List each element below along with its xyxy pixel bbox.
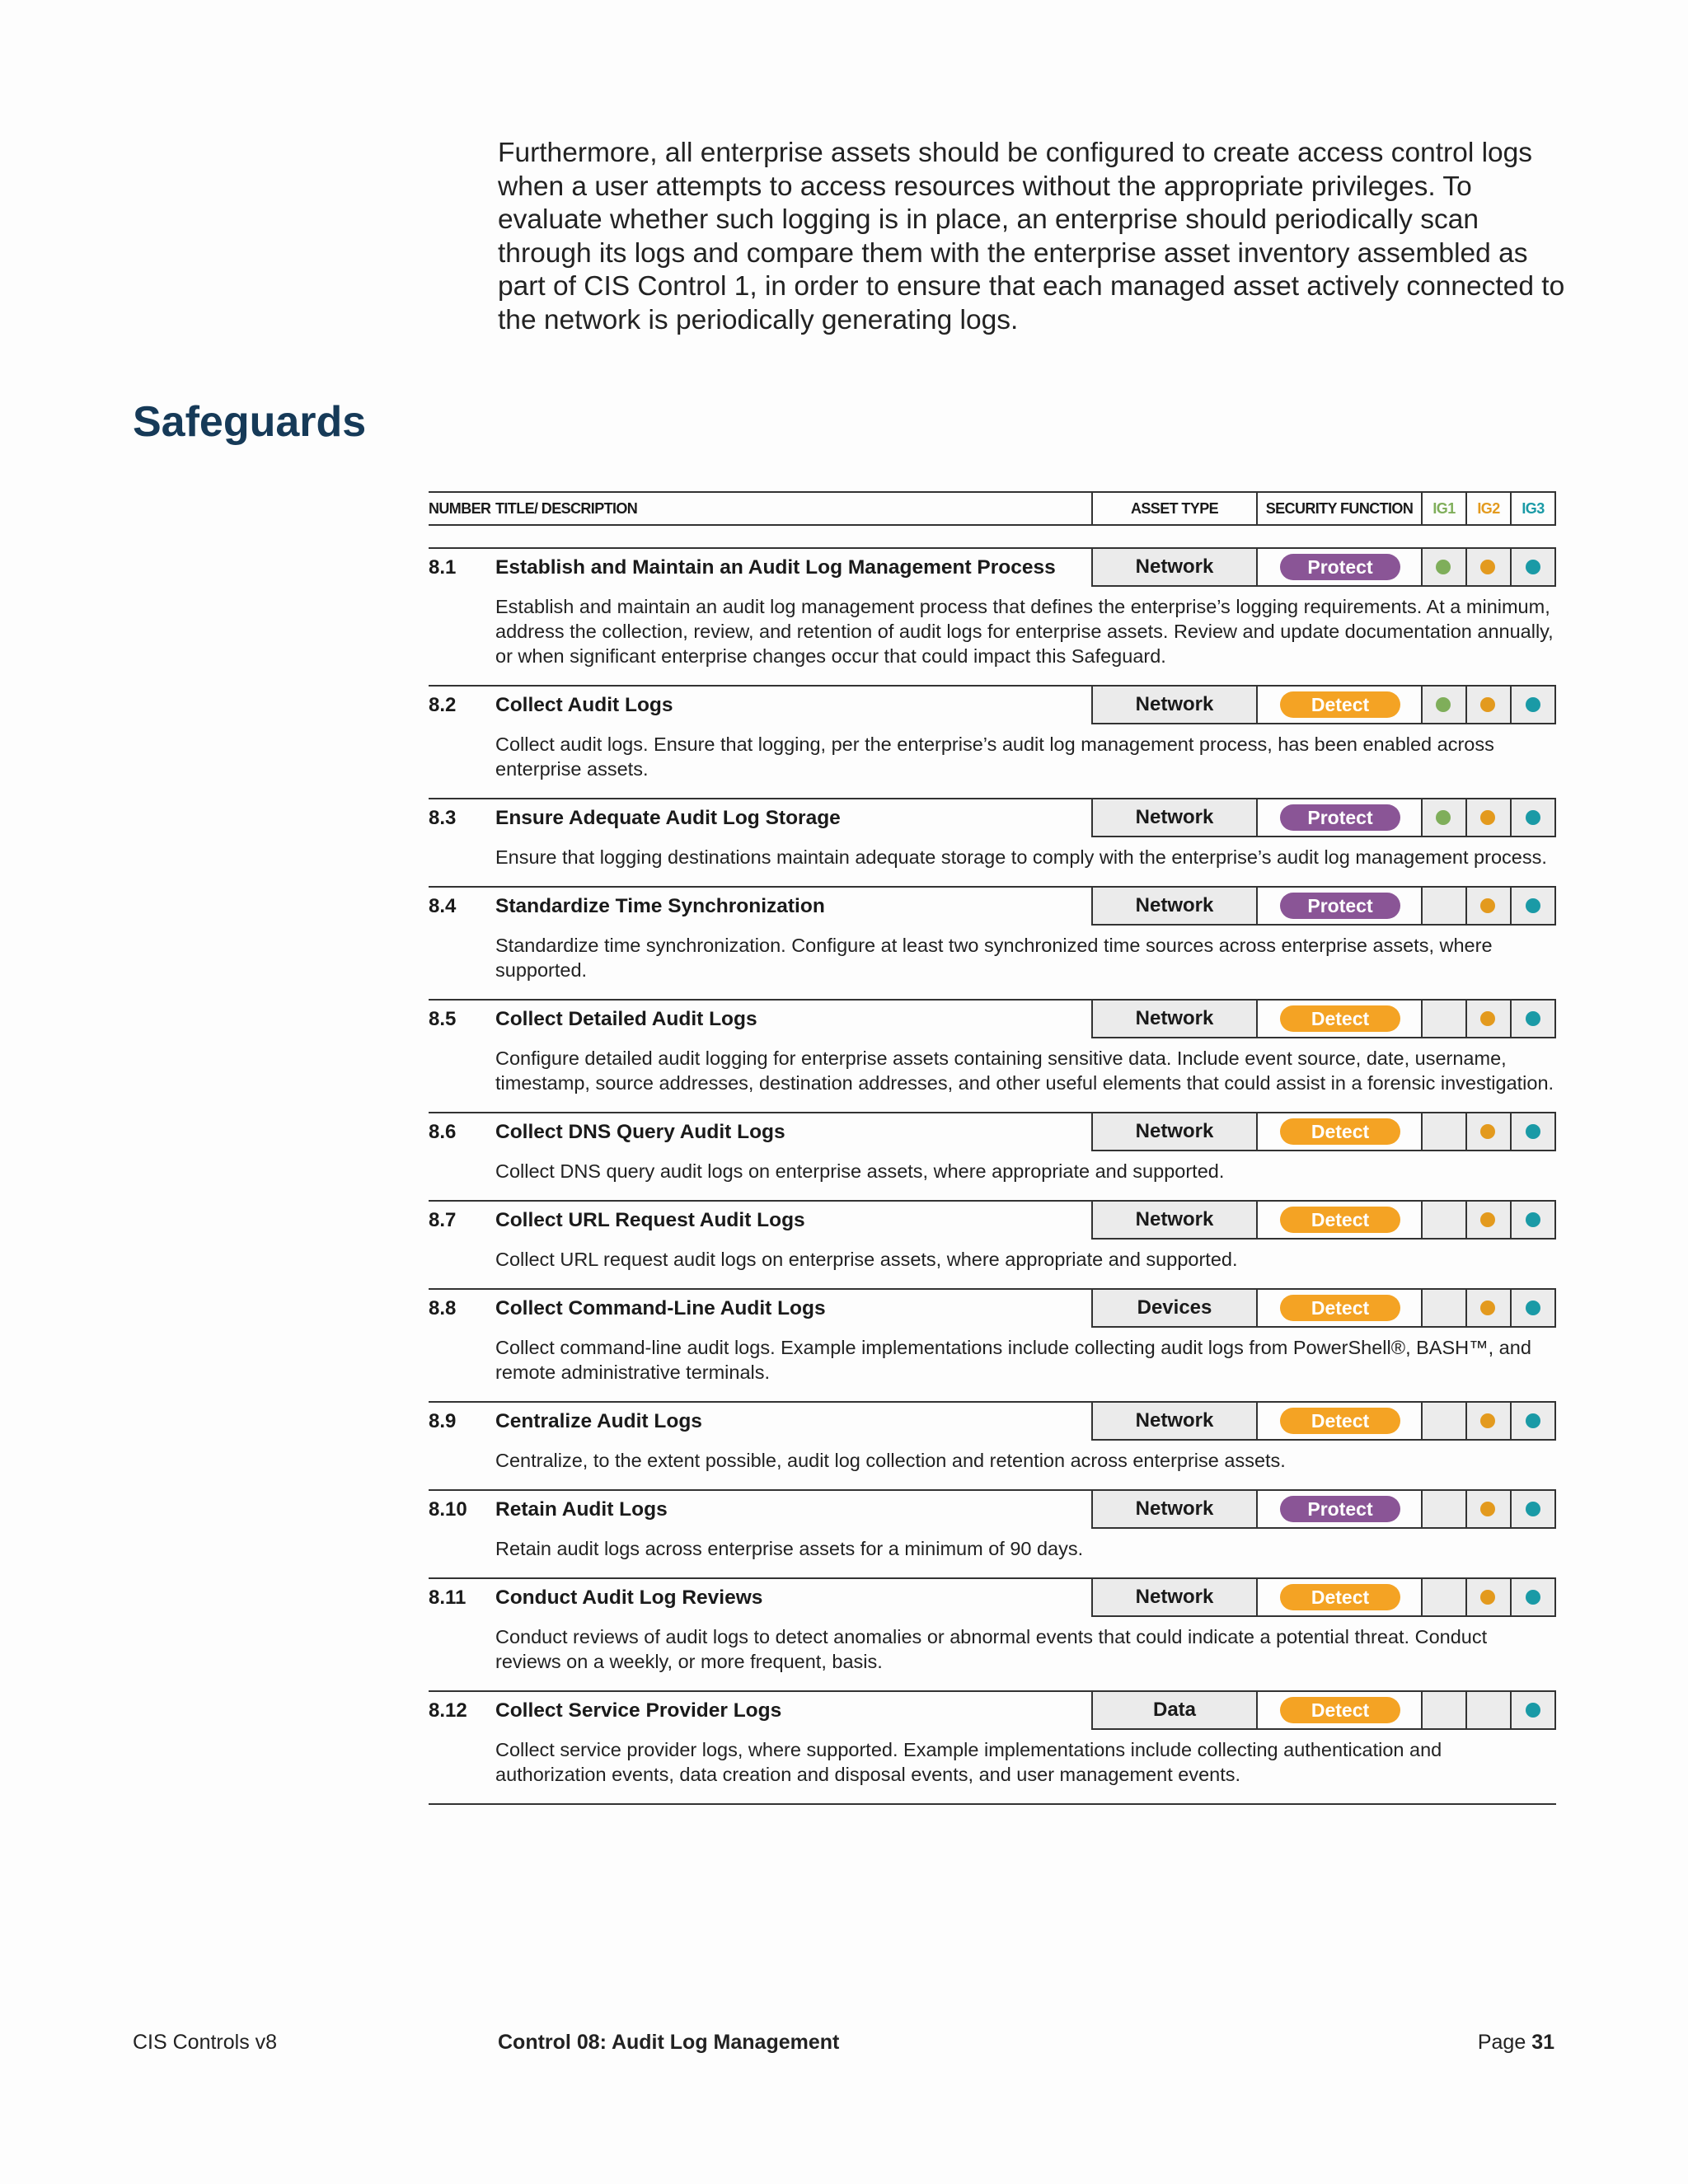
asset-type-cell: Network [1091, 888, 1256, 924]
ig2-cell [1465, 799, 1510, 836]
ig2-dot-icon [1480, 1011, 1495, 1026]
safeguard-title: Ensure Adequate Audit Log Storage [495, 807, 841, 829]
ig2-dot-icon [1480, 1502, 1495, 1516]
asset-type-cell: Network [1091, 1113, 1256, 1150]
safeguard-row [429, 1577, 1556, 1690]
header-number: NUMBER [429, 500, 491, 517]
ig3-cell [1510, 1579, 1556, 1615]
footer-control-title: Control 08: Audit Log Management [498, 2031, 840, 2054]
security-function-cell [1256, 1491, 1421, 1527]
ig3-cell [1510, 888, 1556, 924]
ig1-cell [1421, 1403, 1465, 1439]
ig2-dot-icon [1480, 560, 1495, 574]
safeguard-row-head [429, 687, 1556, 724]
ig1-cell [1421, 1001, 1465, 1037]
safeguard-description: Collect audit logs. Ensure that logging, per the enterprise’s audit log management process, has been enabled across enterprise assets. [495, 733, 1494, 780]
safeguard-description: Configure detailed audit logging for enterprise assets containing sensitive data. Include event source, date, username, timestamp, source addresses, destination addresses, and other useful elements that could assist in a forensic investigation. [495, 1047, 1554, 1094]
ig3-dot-icon [1526, 1011, 1540, 1026]
ig2-dot-icon [1480, 697, 1495, 712]
security-function-badge: Detect [1280, 1005, 1400, 1032]
security-function-badge: Detect [1280, 691, 1400, 718]
asset-type-cell: Network [1091, 1001, 1256, 1037]
safeguard-attributes [1091, 1579, 1556, 1617]
ig2-cell [1465, 1202, 1510, 1238]
safeguard-row [429, 798, 1556, 886]
security-function-badge: Detect [1280, 1207, 1400, 1233]
safeguard-attributes [1091, 1113, 1556, 1151]
ig3-dot-icon [1526, 1212, 1540, 1227]
ig2-cell [1465, 1403, 1510, 1439]
ig2-cell [1465, 888, 1510, 924]
safeguard-row [429, 886, 1556, 999]
ig2-dot-icon [1480, 898, 1495, 913]
ig1-cell [1421, 1692, 1465, 1728]
ig2-cell [1465, 549, 1510, 585]
header-asset-type: ASSET TYPE [1091, 493, 1256, 524]
ig2-dot-icon [1480, 1413, 1495, 1428]
security-function-cell [1256, 1579, 1421, 1615]
security-function-cell [1256, 1290, 1421, 1326]
safeguard-attributes [1091, 1403, 1556, 1441]
safeguard-row-head [429, 1001, 1556, 1038]
ig2-cell [1465, 1692, 1510, 1728]
safeguard-row [429, 1401, 1556, 1489]
security-function-cell [1256, 549, 1421, 585]
ig1-dot-icon [1436, 810, 1451, 825]
ig3-cell [1510, 1202, 1556, 1238]
security-function-cell [1256, 1202, 1421, 1238]
header-ig3: IG3 [1510, 493, 1556, 524]
safeguard-row-head [429, 1403, 1556, 1441]
security-function-cell [1256, 888, 1421, 924]
safeguard-row-head [429, 1579, 1556, 1617]
ig1-cell [1421, 1579, 1465, 1615]
safeguard-row [429, 1112, 1556, 1200]
security-function-cell [1256, 1113, 1421, 1150]
security-function-badge: Detect [1280, 1697, 1400, 1723]
ig3-cell [1510, 1001, 1556, 1037]
table-end-rule [429, 1803, 1556, 1805]
safeguard-description: Conduct reviews of audit logs to detect anomalies or abnormal events that could indicate a potential threat. Conduct reviews on a weekly, or more frequent, basis. [495, 1626, 1488, 1672]
ig3-dot-icon [1526, 810, 1540, 825]
security-function-badge: Protect [1280, 804, 1400, 831]
safeguard-attributes [1091, 1290, 1556, 1328]
asset-type-cell: Network [1091, 687, 1256, 723]
safeguard-number: 8.12 [429, 1699, 467, 1722]
ig1-dot-icon [1436, 697, 1451, 712]
ig3-cell [1510, 799, 1556, 836]
ig1-cell [1421, 1491, 1465, 1527]
security-function-badge: Protect [1280, 893, 1400, 919]
ig2-dot-icon [1480, 1590, 1495, 1605]
section-title: Safeguards [133, 398, 367, 446]
table-header [429, 491, 1556, 526]
ig2-dot-icon [1480, 1301, 1495, 1315]
safeguard-description: Retain audit logs across enterprise assets for a minimum of 90 days. [495, 1538, 1084, 1559]
ig3-dot-icon [1526, 1703, 1540, 1718]
ig3-dot-icon [1526, 1413, 1540, 1428]
asset-type-cell: Network [1091, 549, 1256, 585]
safeguard-title: Collect DNS Query Audit Logs [495, 1121, 785, 1143]
security-function-badge: Detect [1280, 1408, 1400, 1434]
security-function-badge: Detect [1280, 1584, 1400, 1610]
ig3-cell [1510, 549, 1556, 585]
safeguard-row [429, 1288, 1556, 1401]
safeguard-number: 8.5 [429, 1008, 457, 1030]
asset-type-cell: Network [1091, 1491, 1256, 1527]
safeguard-number: 8.2 [429, 694, 457, 716]
ig2-dot-icon [1480, 1212, 1495, 1227]
ig2-cell [1465, 1579, 1510, 1615]
safeguard-number: 8.1 [429, 556, 457, 579]
safeguard-title: Collect Audit Logs [495, 694, 673, 716]
safeguard-row-head [429, 1113, 1556, 1151]
header-ig2: IG2 [1465, 493, 1510, 524]
safeguard-title: Collect Command-Line Audit Logs [495, 1297, 826, 1319]
safeguard-description: Establish and maintain an audit log management process that defines the enterprise’s logging requirements. At a minimum, address the collection, review, and retention of audit logs for enterprise assets. Review and update documentation annually, or when significant enterprise changes occur that could impact this Safeguard. [495, 596, 1554, 667]
safeguard-number: 8.10 [429, 1498, 467, 1521]
security-function-cell [1256, 1403, 1421, 1439]
safeguard-description: Collect service provider logs, where supported. Example implementations include collecting authentication and authorization events, data creation and disposal events, and user management events. [495, 1739, 1442, 1785]
security-function-cell [1256, 799, 1421, 836]
safeguard-title: Collect Service Provider Logs [495, 1699, 782, 1722]
ig3-dot-icon [1526, 1124, 1540, 1139]
security-function-badge: Protect [1280, 554, 1400, 580]
ig1-cell [1421, 549, 1465, 585]
ig3-dot-icon [1526, 1502, 1540, 1516]
safeguard-attributes [1091, 1001, 1556, 1038]
ig3-dot-icon [1526, 1590, 1540, 1605]
safeguard-row-head [429, 1202, 1556, 1240]
ig2-dot-icon [1480, 810, 1495, 825]
intro-text [498, 137, 1569, 337]
asset-type-cell: Network [1091, 1202, 1256, 1238]
ig3-cell [1510, 1113, 1556, 1150]
safeguard-attributes [1091, 687, 1556, 724]
ig2-cell [1465, 1001, 1510, 1037]
security-function-cell [1256, 1692, 1421, 1728]
safeguard-row [429, 999, 1556, 1112]
ig3-cell [1510, 1692, 1556, 1728]
safeguard-description: Standardize time synchronization. Configure at least two synchronized time sources across enterprise assets, where supported. [495, 935, 1493, 981]
safeguard-description: Collect DNS query audit logs on enterprise assets, where appropriate and supported. [495, 1160, 1225, 1182]
ig3-dot-icon [1526, 697, 1540, 712]
ig1-cell [1421, 1113, 1465, 1150]
ig1-cell [1421, 799, 1465, 836]
safeguard-number: 8.4 [429, 895, 457, 917]
security-function-badge: Protect [1280, 1496, 1400, 1522]
safeguard-rows [429, 547, 1556, 1803]
ig1-cell [1421, 687, 1465, 723]
ig1-dot-icon [1436, 560, 1451, 574]
intro-paragraph: Furthermore, all enterprise assets should be configured to create access control logs when a user attempts to access resources without the appropriate privileges. To evaluate whether such logging is in place, an enterprise should periodically scan through its logs and compare them with the enterprise asset inventory assembled as part of CIS Control 1, in order to ensure that each managed asset actively connected to the network is periodically generating logs. [498, 138, 1565, 335]
ig3-dot-icon [1526, 1301, 1540, 1315]
ig1-cell [1421, 888, 1465, 924]
ig2-cell [1465, 1113, 1510, 1150]
ig3-cell [1510, 1290, 1556, 1326]
safeguard-title: Centralize Audit Logs [495, 1410, 702, 1432]
safeguard-row [429, 547, 1556, 685]
ig2-cell [1465, 1290, 1510, 1326]
ig1-cell [1421, 1290, 1465, 1326]
ig3-dot-icon [1526, 898, 1540, 913]
safeguard-title: Standardize Time Synchronization [495, 895, 825, 917]
ig3-cell [1510, 1491, 1556, 1527]
safeguard-row-head [429, 1290, 1556, 1328]
security-function-cell [1256, 687, 1421, 723]
asset-type-cell: Network [1091, 1403, 1256, 1439]
safeguard-row-head [429, 1692, 1556, 1730]
header-title: TITLE/ DESCRIPTION [495, 500, 638, 517]
safeguard-row [429, 1489, 1556, 1577]
safeguard-attributes [1091, 888, 1556, 926]
safeguard-number: 8.8 [429, 1297, 457, 1319]
safeguard-row [429, 1690, 1556, 1803]
ig3-cell [1510, 687, 1556, 723]
safeguard-description: Centralize, to the extent possible, audit log collection and retention across enterprise assets. [495, 1450, 1286, 1471]
safeguard-row-head [429, 1491, 1556, 1529]
safeguard-attributes [1091, 1491, 1556, 1529]
safeguard-description: Collect URL request audit logs on enterprise assets, where appropriate and supported. [495, 1249, 1238, 1270]
safeguard-attributes [1091, 799, 1556, 837]
asset-type-cell: Devices [1091, 1290, 1256, 1326]
footer-doc-title: CIS Controls v8 [133, 2031, 278, 2054]
ig2-cell [1465, 687, 1510, 723]
safeguard-description: Collect command-line audit logs. Example implementations include collecting audit logs from PowerShell®, BASH™, and remote administrative terminals. [495, 1337, 1531, 1383]
footer-page-label: Page [1477, 2031, 1526, 2054]
safeguard-title: Conduct Audit Log Reviews [495, 1586, 763, 1609]
safeguard-title: Collect URL Request Audit Logs [495, 1209, 805, 1231]
asset-type-cell: Network [1091, 799, 1256, 836]
safeguard-description: Ensure that logging destinations maintain adequate storage to comply with the enterprise’s audit log management process. [495, 846, 1547, 868]
ig2-dot-icon [1480, 1124, 1495, 1139]
security-function-badge: Detect [1280, 1118, 1400, 1145]
ig3-cell [1510, 1403, 1556, 1439]
safeguard-row-head [429, 549, 1556, 587]
footer-page-number: 31 [1531, 2031, 1554, 2054]
security-function-cell [1256, 1001, 1421, 1037]
safeguard-row [429, 685, 1556, 798]
safeguard-number: 8.6 [429, 1121, 457, 1143]
safeguard-row-head [429, 799, 1556, 837]
safeguard-attributes [1091, 549, 1556, 587]
safeguard-title: Retain Audit Logs [495, 1498, 668, 1521]
header-ig1: IG1 [1421, 493, 1465, 524]
ig2-cell [1465, 1491, 1510, 1527]
security-function-badge: Detect [1280, 1295, 1400, 1321]
safeguard-title: Collect Detailed Audit Logs [495, 1008, 757, 1030]
safeguard-number: 8.11 [429, 1586, 467, 1609]
header-security-function: SECURITY FUNCTION [1256, 493, 1421, 524]
safeguard-number: 8.7 [429, 1209, 457, 1231]
safeguard-row [429, 1200, 1556, 1288]
safeguards-table [429, 491, 1556, 1805]
ig3-dot-icon [1526, 560, 1540, 574]
safeguard-attributes [1091, 1202, 1556, 1240]
safeguard-attributes [1091, 1692, 1556, 1730]
asset-type-cell: Data [1091, 1692, 1256, 1728]
safeguard-number: 8.3 [429, 807, 457, 829]
safeguard-number: 8.9 [429, 1410, 457, 1432]
footer-page [1478, 2031, 1554, 2055]
safeguard-row-head [429, 888, 1556, 926]
asset-type-cell: Network [1091, 1579, 1256, 1615]
ig1-cell [1421, 1202, 1465, 1238]
safeguard-title: Establish and Maintain an Audit Log Management Process [495, 556, 1056, 579]
